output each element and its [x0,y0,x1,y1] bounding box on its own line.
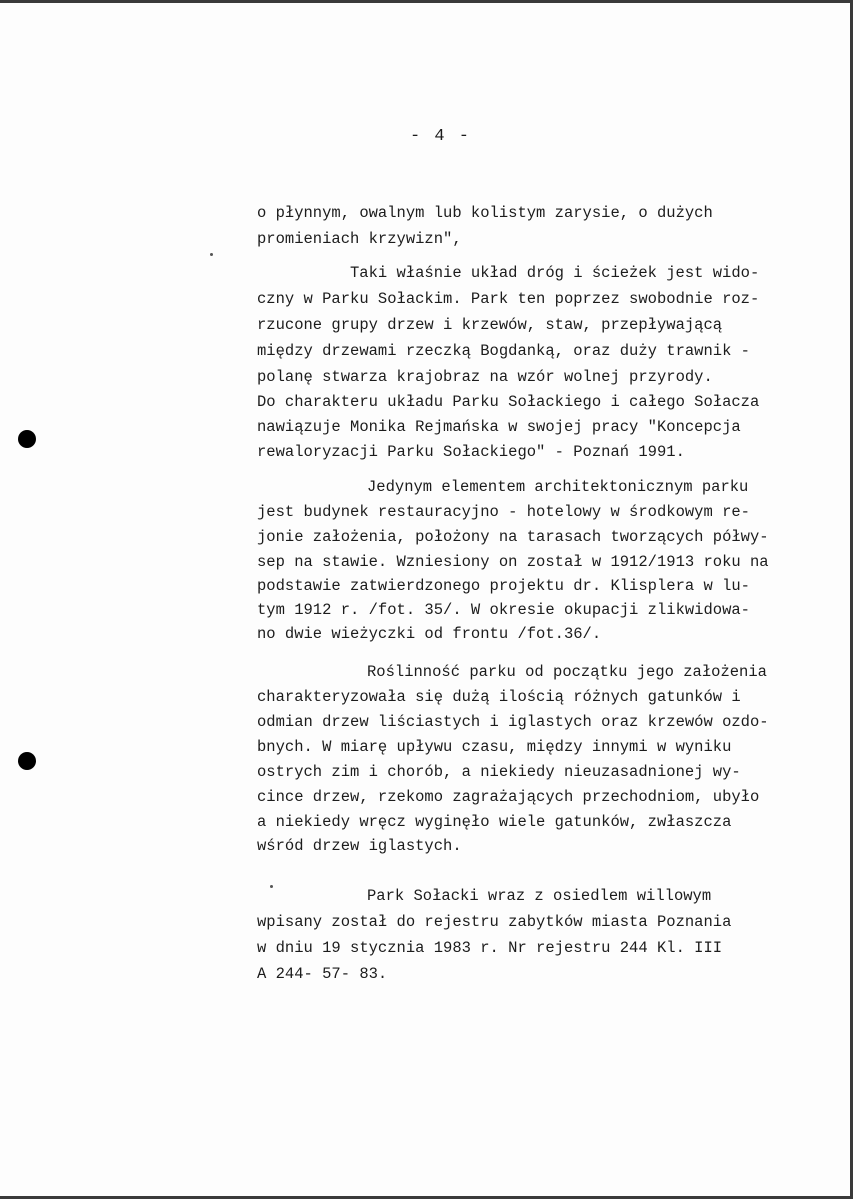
text-line: polanę stwarza krajobraz na wzór wolnej przyrody. [257,368,713,386]
page-number: - 4 - [410,127,472,146]
text-line: ostrych zim i chorób, a niekiedy nieuzasadnionej wy- [257,763,741,781]
text-line: wśród drzew iglastych. [257,837,462,855]
text-line: A 244- 57- 83. [257,965,388,983]
text-line: cince drzew, rzekomo zagrażających przechodniom, ubyło [257,788,760,806]
text-line: między drzewami rzeczką Bogdanką, oraz duży trawnik - [257,342,750,360]
punch-hole-top [18,430,36,448]
text-line: rzucone grupy drzew i krzewów, staw, przepływającą [257,316,723,334]
text-line: podstawie zatwierdzonego projektu dr. Klisplera w lu- [257,577,750,595]
text-line: nawiązuje Monika Rejmańska w swojej pracy "Koncepcja [257,418,741,436]
text-line: bnych. W miarę upływu czasu, między innymi w wyniku [257,738,732,756]
text-line: o płynnym, owalnym lub kolistym zarysie, o dużych [257,204,713,222]
text-line: jonie założenia, położony na tarasach tworzących półwy- [257,528,769,546]
text-line: w dniu 19 stycznia 1983 r. Nr rejestru 244 Kl. III [257,939,723,957]
scan-speck [270,885,273,888]
text-line: Jedynym elementem architektonicznym parku [367,478,749,496]
text-line: no dwie wieżyczki od frontu /fot.36/. [257,625,602,643]
text-line: sep na stawie. Wzniesiony on został w 1912/1913 roku na [257,553,769,571]
text-line: tym 1912 r. /fot. 35/. W okresie okupacji zlikwidowa- [257,601,750,619]
text-line: charakteryzowała się dużą ilością różnych gatunków i [257,688,741,706]
punch-hole-bottom [18,752,36,770]
text-line: Do charakteru układu Parku Sołackiego i całego Sołacza [257,393,760,411]
text-line: wpisany został do rejestru zabytków miasta Poznania [257,913,732,931]
scan-speck [210,253,213,256]
text-line: czny w Parku Sołackim. Park ten poprzez swobodnie roz- [257,290,760,308]
text-line: jest budynek restauracyjno - hotelowy w środkowym re- [257,503,750,521]
text-line: Taki właśnie układ dróg i ścieżek jest wido- [350,264,760,282]
scan-border-top [0,0,853,3]
text-line: odmian drzew liściastych i iglastych oraz krzewów ozdo- [257,713,769,731]
text-line: promieniach krzywizn", [257,230,462,248]
text-line: Park Sołacki wraz z osiedlem willowym [367,887,712,905]
text-line: rewaloryzacji Parku Sołackiego" - Poznań 1991. [257,443,685,461]
text-line: Roślinność parku od początku jego założenia [367,663,767,681]
text-line: a niekiedy wręcz wyginęło wiele gatunków, zwłaszcza [257,813,732,831]
